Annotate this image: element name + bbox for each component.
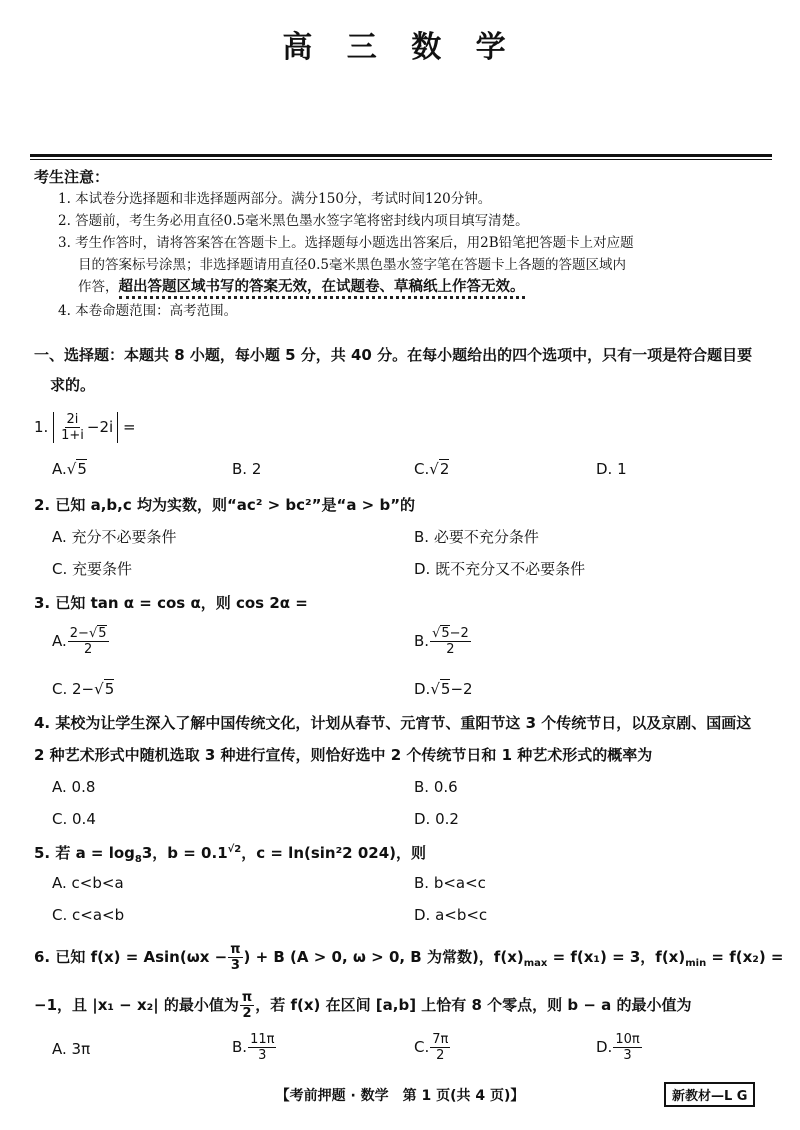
radicand: 5 [104,680,115,698]
fraction-denominator: 2 [436,1048,445,1063]
notice-item-3-end [78,276,778,298]
log-base: 8 [134,854,142,865]
subscript: max [523,958,548,969]
option-label: C. 2− [52,680,95,698]
question-5-stem [34,842,426,865]
option-label: A. [52,632,67,650]
stem-part: = f(x₁) = 3，f(x) [547,948,686,966]
question-2-stem: 2. 已知 a,b,c 均为实数，则“ac² > bc²”是“a > b”的 [34,496,416,514]
stem-part: 6. 已知 f(x) = Asin [34,948,180,966]
stem-part: + B (A > 0, ω > 0, B 为常数)，f(x) [250,948,524,966]
q4-option-a: A. 0.8 [52,778,96,796]
option-label: C. [414,460,430,478]
fraction-numerator: 10π [615,1032,640,1047]
numerator-part: −2 [449,626,469,641]
fraction [430,626,471,657]
option-label: B. [232,1038,248,1056]
edition-badge: 新教材—L G [664,1082,755,1107]
question-6-line-2 [34,990,789,1021]
fraction-denominator: 2 [242,1006,252,1021]
fraction-denominator: 3 [258,1048,267,1063]
absolute-value [53,412,118,443]
notice-item-1: 1. 本试卷分选择题和非选择题两部分。满分150分，考试时间120分钟。 [58,191,492,207]
q5-option-d: D. a<b<c [414,906,488,924]
subscript: min [685,958,707,969]
option-label: D. [596,1038,613,1056]
q3-option-c: C. 2−√5 [52,680,115,698]
fraction-denominator: 2 [446,642,455,657]
q6-option-b [232,1032,277,1063]
option-label: C. [414,1038,430,1056]
option-label: B. [414,632,430,650]
q3-option-a [52,626,110,657]
equals-sign: = [122,418,136,436]
fraction-numerator: π [241,990,253,1005]
fraction [68,626,109,657]
stem-part: 3，b = 0.1 [141,844,228,862]
notice-item-2: 2. 答题前，考生务必用直径0.5毫米黑色墨水签字笔将密封线内项目填写清楚。 [58,213,529,229]
stem-part: 5. 若 a = log [34,844,135,862]
q1-option-a: A.√5 [52,460,87,478]
question-4-line-2: 2 种艺术形式中随机选取 3 种进行宣传，则恰好选中 2 个传统节日和 1 种艺术形式的概率为 [34,746,653,764]
question-3-stem: 3. 已知 tan α = cos α，则 cos 2α = [34,594,308,612]
header-rule-thick [30,154,772,157]
stem-part: −1，且 |x₁ − x₂| 的最小值为 [34,996,239,1014]
fraction-denominator: 3 [623,1048,632,1063]
option-label: A. [52,460,67,478]
fraction [59,412,86,443]
fraction-denominator: 2 [84,642,93,657]
stem-part: = f(x₂) = [706,948,784,966]
q1-option-c: C.√2 [414,460,450,478]
q2-option-c: C. 充要条件 [52,560,133,578]
page-title: 高 三 数 学 [282,30,518,65]
fraction [430,1032,450,1063]
option-label: D. [414,680,431,698]
radicand: 5 [77,460,87,478]
notice-item-4: 4. 本卷命题范围：高考范围。 [58,303,238,319]
q5-option-b: B. b<a<c [414,874,486,892]
expr-tail: −2i [86,418,114,436]
page-footer: 【考前押题 · 数学 第 1 页(共 4 页)】 [275,1088,525,1104]
q6-option-d [596,1032,643,1063]
radicand: 5 [440,680,451,698]
q3-option-d: D.√5−2 [414,680,473,698]
stem-part: (ωx − [179,948,228,966]
q4-option-b: B. 0.6 [414,778,458,796]
q6-option-c [414,1032,451,1063]
expr-tail: −2 [450,680,473,698]
fraction-numerator: π [230,942,241,957]
fraction [613,1032,641,1063]
q4-option-c: C. 0.4 [52,810,96,828]
q2-option-d: D. 既不充分又不必要条件 [414,560,586,578]
fraction-denominator: 3 [230,958,240,973]
q3-option-b [414,626,472,657]
header-rule-thin [30,159,772,160]
fraction-numerator: 2−√5 [69,626,107,641]
q4-option-d: D. 0.2 [414,810,459,828]
fraction-numerator: 7π [432,1032,449,1047]
fraction-denominator: 1+i [61,428,84,443]
stem-part: ) [243,948,251,966]
question-6-line-1 [34,942,789,973]
question-1-number: 1. [34,418,49,436]
exponent: √2 [227,844,242,855]
fraction-numerator: 2i [66,412,79,427]
section-line-1: 一、选择题：本题共 8 小题，每小题 5 分，共 40 分。在每小题给出的四个选项中，只有一项是符合题目要 [34,346,753,364]
q2-option-a: A. 充分不必要条件 [52,528,177,546]
fraction-numerator: √5−2 [432,626,469,641]
stem-part: ，若 f(x) 在区间 [a,b] 上恰有 8 个零点，则 b − a 的最小值为 [255,996,692,1014]
fraction [248,1032,276,1063]
q2-option-b: B. 必要不充分条件 [414,528,539,546]
q5-option-a: A. c<b<a [52,874,124,892]
question-4-line-1: 4. 某校为让学生深入了解中国传统文化，计划从春节、元宵节、重阳节这 3 个传统节日，以及京剧、国画这 [34,714,752,732]
radicand: 5 [98,626,107,641]
radicand: 5 [441,626,450,641]
notice-item-3-cont: 目的答案标号涂黑；非选择题请用直径0.5毫米黑色墨水签字笔在答题卡上各题的答题区域内 [78,257,626,273]
fraction [240,990,254,1021]
q1-option-b: B. 2 [232,460,262,478]
section-line-2: 求的。 [50,376,96,394]
numerator-part: 2− [69,626,89,641]
q6-option-a: A. 3π [52,1040,91,1058]
notice-heading: 考生注意： [34,168,110,186]
notice-item-3-tail: 作答， [78,279,119,295]
stem-part: ，c = ln(sin²2 024)，则 [241,844,427,862]
question-1-stem [34,412,136,443]
q5-option-c: C. c<a<b [52,906,125,924]
notice-item-3: 3. 考生作答时，请将答案答在答题卡上。选择题每小题选出答案后，用2B铅笔把答题卡上对应题 [58,235,634,251]
fraction-numerator: 11π [250,1032,275,1047]
section-heading [34,340,774,400]
q1-option-d: D. 1 [596,460,627,478]
fraction [228,942,242,973]
radicand: 2 [439,460,450,478]
notice-emphasis: 超出答题区域书写的答案无效，在试题卷、草稿纸上作答无效。 [119,279,525,299]
